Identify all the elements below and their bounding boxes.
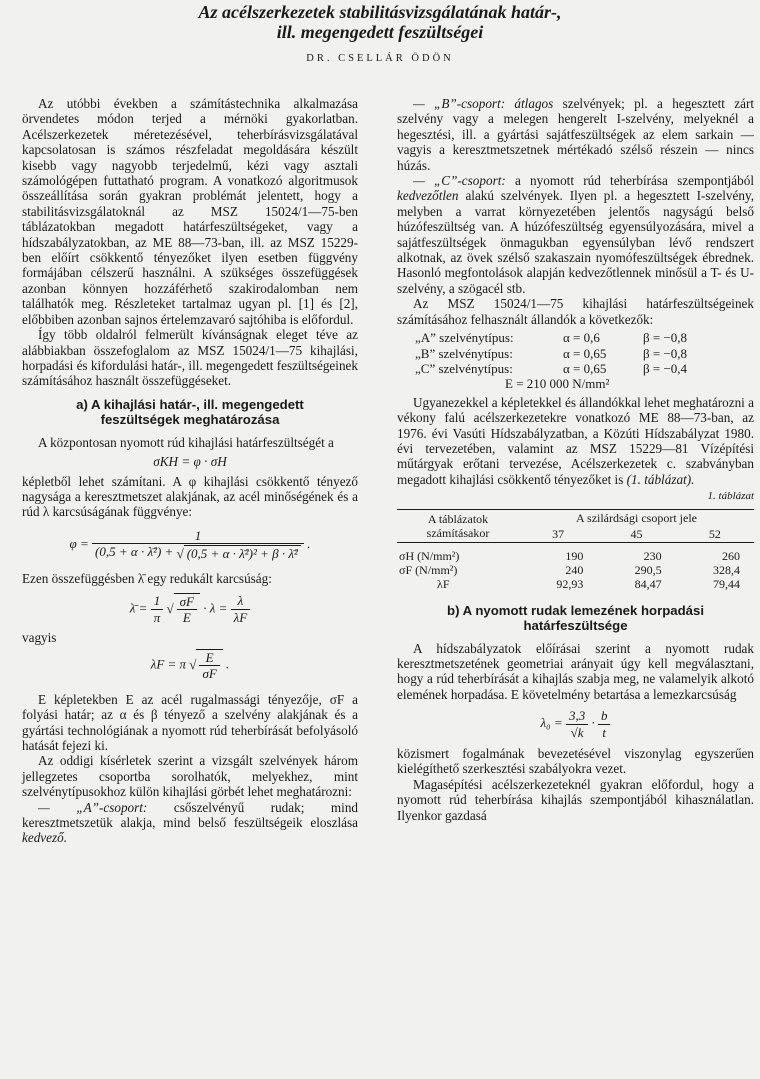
fraction-numerator: E xyxy=(199,650,219,666)
data-table xyxy=(397,509,754,591)
formula-dot: · xyxy=(591,715,595,731)
paragraph: Magasépítési acélszerkezeteknél gyakran előfordul, hogy a nyomott rúd teherbírása kihajlás szempontjából kihasználatlan. Ilyenkor gazdasá xyxy=(397,776,754,823)
table-caption: 1. táblázat xyxy=(707,490,754,503)
const-alpha: α = 0,65 xyxy=(563,345,607,361)
formula-lhs: φ = xyxy=(69,535,89,551)
formula-fraction xyxy=(231,593,251,625)
paragraph xyxy=(397,173,754,296)
fraction-denominator: E xyxy=(182,610,191,626)
section-heading-b xyxy=(397,603,754,633)
table-header-cell: 37 xyxy=(552,526,565,541)
table-cell: 328,4 xyxy=(713,562,740,577)
section-heading-a xyxy=(22,397,358,427)
table-group-header: A szilárdsági csoport jele xyxy=(576,510,697,525)
group-label: — „C”-csoport: xyxy=(413,173,506,189)
const-beta: β = −0,8 xyxy=(643,345,688,361)
heading-line: határfeszültsége xyxy=(523,617,628,633)
paragraph: E képletekben E az acél rugalmassági tényezője, σF a folyási határ; az α és β tényező a szelvény alakjának és a gyártási technológiának a nyomott rúd teherbírását befolyásoló hatását fejezi ki. xyxy=(22,691,358,754)
row-label: σF (N/mm²) xyxy=(399,562,458,577)
const-alpha: α = 0,6 xyxy=(563,330,600,346)
author: DR. CSELLÁR ÖDÖN xyxy=(306,53,454,64)
fraction-numerator: σF xyxy=(177,594,197,610)
formula-fraction xyxy=(151,593,164,625)
article-title xyxy=(0,2,760,42)
const-beta: β = −0,4 xyxy=(643,360,688,376)
table-row xyxy=(397,563,754,577)
paragraph: A központosan nyomott rúd kihajlási határfeszültségét a xyxy=(38,434,334,450)
paragraph-text: szelvények; pl. a hegesztett zárt szelvény vagy a melegen hengerelt I-szelvény, melyeknél a hegesztési, ill. a gyártási sajátfeszültségek az elem sarkain — vagyis a keresztmetszetnek mértékadó szélső részein — nincs húzás. xyxy=(397,96,754,173)
e-constant: E = 210 000 N/mm² xyxy=(505,376,610,392)
heading-line: feszültségek meghatározása xyxy=(100,411,280,427)
left-column xyxy=(22,96,358,846)
paragraph xyxy=(22,800,358,846)
formula-lhs: λF = π xyxy=(150,656,187,672)
paragraph: Ezen összefüggésben λ̄ egy redukált karcsúság: xyxy=(22,571,272,587)
formula-fraction xyxy=(566,708,588,740)
formula-fraction xyxy=(598,708,611,740)
paragraph-text: Ugyanezekkel a képletekkel és állandókkal lehet meghatározni a vékony falú acélszerkezetekre vonatkozó ME 88—73-ban, az 1976. évi Vasúti Hídszabályzatban, a Közúti Hídszabályzat 1980. évi tervezetében, valamint az MSZ 15229—81 Vízépítési műtárgyak erőtani tervezése, Acélszerkezetek c. szabványban megadott kihajlási csökkentő tényezőket is xyxy=(397,394,754,487)
paragraph: A hídszabályzatok előírásai szerint a nyomott rudak keresztmetszetének geometriai arányait úgy kell megválasztani, hogy a rúd teherbírását a kihajlás szabja meg, ne valamelyik alkotó elemének horpadása. E követelmény betartása a lemezkarcsúság xyxy=(397,640,754,702)
constant-row xyxy=(415,330,754,345)
emphasis: kedvezőtlen xyxy=(397,188,459,204)
table-row xyxy=(397,577,754,591)
sqrt-symbol: √ $\frac{\sigma F}{E}$ xyxy=(166,593,200,626)
table-cell: 190 xyxy=(565,548,584,563)
constant-row xyxy=(415,346,754,361)
paragraph: Így több oldalról felmerült kívánságnak eleget téve az alábbiakban összefoglalom az MSZ 15024/1—75 kihajlási, horpadási és kifordulási határ-, ill. megengedett feszültségeinek számításához használt összefüggéseket. xyxy=(22,327,358,389)
group-label: — „B”-csoport: átlagos xyxy=(413,96,554,111)
sqrt-radicand xyxy=(196,649,222,682)
header-line: számításakor xyxy=(426,525,490,540)
header-line: A táblázatok xyxy=(427,511,489,526)
formula-sigma-kh: σKH = φ · σH xyxy=(153,454,227,470)
sqrt-symbol: √ (0,5 + α · λ̄²)² + β · λ̄² xyxy=(177,545,301,561)
formula-phi: φ = $\frac{1}{\text{(0,5 + α · λ̄²) + √ (0,5 + α · λ̄²)² + β · λ̄²}}$ . xyxy=(69,527,311,561)
table-cell: 290,5 xyxy=(634,562,662,577)
formula-lambda-0 xyxy=(397,708,754,740)
paragraph: képletből lehet számítani. A φ kihajlási csökkentő tényező nagysága a keresztmetszet alakjának, az acél minőségének és a rúd λ karcsúságának függvénye: xyxy=(22,473,358,520)
fraction-denominator: λF xyxy=(233,609,248,625)
formula-lambda-bar xyxy=(22,593,358,626)
sqrt-radicand: (0,5 + α · λ̄²)² + β · λ̄² xyxy=(184,545,301,561)
paragraph xyxy=(397,395,754,487)
formula-mid: · λ = xyxy=(203,600,228,616)
table-header-cell xyxy=(397,509,519,542)
heading-line: b) A nyomott rudak lemezének horpadási xyxy=(447,602,704,618)
group-label: — „A”-csoport: xyxy=(38,799,148,815)
formula-fraction xyxy=(199,650,219,682)
table-cell: 92,93 xyxy=(556,576,584,591)
const-type: „B” szelvénytípus: xyxy=(415,345,513,361)
fraction-denominator: t xyxy=(602,724,607,740)
title-line-2: ill. megengedett feszültségei xyxy=(276,22,484,42)
formula-fraction xyxy=(177,594,197,626)
sqrt-symbol: √ $\frac{E}{\sigma F}$ xyxy=(189,649,223,682)
fraction-denominator: σF xyxy=(202,666,217,682)
table-header-cell: 45 xyxy=(630,526,643,541)
const-type: „C” szelvénytípus: xyxy=(415,360,513,376)
table-row xyxy=(397,542,754,563)
fraction-denominator xyxy=(92,544,304,561)
paragraph: Az oddigi kísérletek szerint a vizsgált szelvények három jellegzetes csoportba sorolhatók, melyekhez, mint szelvénytípusokhoz külön kihajlási görbét lehet meghatározni: xyxy=(22,753,358,800)
fraction-numerator: 3,3 xyxy=(566,708,588,724)
table-cell: 230 xyxy=(643,548,662,563)
table-cell: 84,47 xyxy=(634,576,662,591)
table-header-row xyxy=(397,509,754,526)
paragraph-text: alakú szelvények. Ilyen pl. a hegesztett I-szelvény, melyben a varrat környezetében jelentős nagyságú belső húzófeszültség van. A húzófeszültség egyensúlyozására, mivel a sajátfeszültségek önmagukban egyensúlyban lévő rendszert alkotnak, az övek szélső szakaszain nyomófeszültségek ébrednek. Hasonló megfontolások alapján kedvezőtlennek minősül a T- és U-szelvény, a szögacél stb. xyxy=(397,188,754,296)
row-label: σH (N/mm²) xyxy=(399,548,460,563)
fraction-numerator: b xyxy=(598,708,611,724)
table-cell: 260 xyxy=(722,548,740,563)
heading-line: a) A kihajlási határ-, ill. megengedett xyxy=(76,396,304,412)
const-type: „A” szelvénytípus: xyxy=(415,330,514,346)
constant-row xyxy=(415,361,754,376)
paragraph: Az utóbbi években a számítástechnika alkalmazása örvendetes módon terjed a mérnöki gyakorlatban. Acélszerkezetek méretezésével, teherbírásvizsgálatával kapcsolatosan is számos részfeladat megoldására készült kisebb vagy nagyobb terjedelmű, kézi vagy asztali számológépen futtatható program. A vonatkozó algoritmusok összeállítása során gyakran problémát jelentett, hogy a stabilitásvizsgálatoknál az MSZ 15024/1—75-ben táblázatokban megadott határfeszültségeket, vagy a hídszabályzatokban, az ME 88—73-ban, ill. az MSZ 15229-ben előírt csökkentő tényezőket ilyen esetben függvény formájában célszerű használni. A szükséges összefüggések azonban könnyen hozzáférhető szakirodalomban nem találhatók meg. Részleteket tartalmaz ugyan pl. [1] és [2], előbbiben azonban sajnos értelemzavaró sajtóhiba is előfordul. xyxy=(22,96,358,327)
formula-lambda-f: λF = π √ $\frac{E}{\sigma F}$ . xyxy=(150,650,230,682)
fraction-numerator: 1 xyxy=(92,528,304,544)
table-cell: 79,44 xyxy=(713,576,740,591)
row-label: λF xyxy=(437,576,450,591)
paragraph-text: a nyomott rúd teherbírása szempontjából xyxy=(514,173,754,189)
formula-fraction xyxy=(92,528,304,562)
paragraph: közismert fogalmának bevezetésével viszonylag egyszerűen kielégíthető szerkesztési szabályokra vezet. xyxy=(397,746,754,777)
right-column xyxy=(397,96,754,823)
vagyis-label: vagyis xyxy=(22,629,57,645)
formula-lhs: λ₀ = xyxy=(540,715,563,731)
emphasis: kedvező. xyxy=(22,830,68,846)
sqrt-radicand xyxy=(174,593,200,626)
paragraph: Az MSZ 15024/1—75 kihajlási határfeszültségeinek számításához felhasznált állandók a következők: xyxy=(397,296,754,327)
paragraph-text: csőszelvényű rudak; mind keresztmetszetük alakja, mind belső feszültségeik eloszlása xyxy=(22,799,359,831)
const-alpha: α = 0,65 xyxy=(563,360,607,376)
table-reference: (1. táblázat). xyxy=(626,471,695,487)
formula-lhs: λ̄ = xyxy=(129,600,148,616)
fraction-denominator: √k xyxy=(570,724,584,740)
constants-list xyxy=(415,330,754,392)
const-beta: β = −0,8 xyxy=(643,330,688,346)
fraction-numerator: λ xyxy=(231,593,251,609)
fraction-numerator: 1 xyxy=(151,593,164,609)
denominator-part: (0,5 + α · λ̄²) + xyxy=(95,544,174,560)
paragraph xyxy=(397,96,754,173)
fraction-denominator: π xyxy=(153,609,161,625)
title-line-1: Az acélszerkezetek stabilitásvizsgálatának határ-, xyxy=(198,2,562,22)
table-header-cell: 52 xyxy=(708,526,721,541)
table-cell: 240 xyxy=(565,562,584,577)
